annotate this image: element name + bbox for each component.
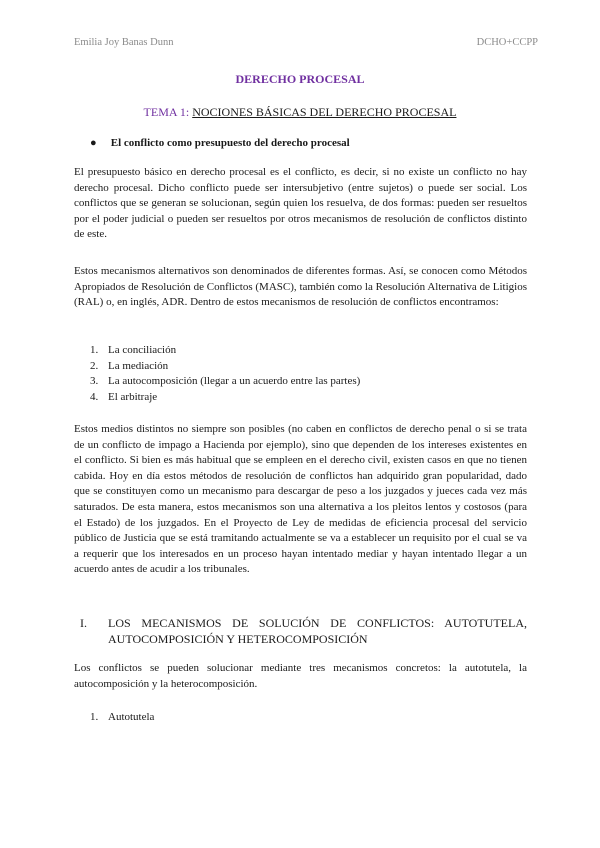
header-course: DCHO+CCPP bbox=[476, 37, 538, 48]
list-item: 3. La autocomposición (llegar a un acuerdo entre las partes) bbox=[90, 375, 361, 388]
header-author: Emilia Joy Banas Dunn bbox=[74, 37, 174, 48]
bullet-heading bbox=[90, 137, 350, 149]
subsection-list bbox=[90, 710, 154, 726]
list-item: 4. El arbitraje bbox=[90, 390, 158, 403]
bullet-icon: ● bbox=[90, 137, 97, 149]
paragraph-4: Los conflictos se pueden solucionar mediante tres mecanismos concretos: la autotutela, la autocomposición y la heterocomposición. bbox=[74, 662, 527, 690]
paragraph-1: El presupuesto básico en derecho procesal es el conflicto, es decir, si no existe un conflicto no hay derecho procesal. Dicho conflicto puede ser intersubjetivo (entre sujetos) o puede ser social. Los conflictos que se generan se solucionan, según quien los resuelva, de dos formas: pueden ser resueltos por el poder judicial o pueden ser resueltos por otros mecanismos de resolución de conflictos distinto de este. bbox=[74, 166, 527, 241]
section-numeral: I. bbox=[80, 616, 87, 630]
paragraph-3: Estos medios distintos no siempre son posibles (no caben en conflictos de derecho penal o si se trata de un conflicto de impago a Hacienda por ejemplo), sino que dependen de los intereses existentes en el conflicto. Si bien es más habitual que se empleen en el derecho civil, existen casos en que no tienen cabida. Hoy en día estos métodos de resolución de conflictos han adquirido gran popularidad, dado que se constituyen como un mecanismo para descargar de peso a los juzgados y jueces cada vez más saturados. De esta manera, estos mecanismos son una alternativa a los pleitos lentos y costosos (para el Estado) de los juzgados. En el Proyecto de Ley de medidas de eficiencia procesal del servicio público de Justicia que se está tramitando actualmente se va a establecer un requisito por el cual se va a requerir que los interesados en un proceso hayan intentado mediar y hayan intentado llegar a un acuerdo antes de acudir a los tribunales. bbox=[74, 423, 527, 576]
bullet-heading-text: El conflicto como presupuesto del derecho procesal bbox=[110, 137, 350, 149]
mechanisms-list bbox=[90, 343, 360, 405]
section-heading bbox=[80, 615, 527, 647]
list-item: 1. Autotutela bbox=[90, 711, 155, 723]
topic-title: NOCIONES BÁSICAS DEL DERECHO PROCESAL bbox=[192, 105, 457, 119]
section-title: LOS MECANISMOS DE SOLUCIÓN DE CONFLICTOS: AUTOTUTELA, AUTOCOMPOSICIÓN Y HETEROCOMPOSICIÓN bbox=[108, 616, 527, 646]
topic-heading bbox=[0, 105, 600, 120]
paragraph-2: Estos mecanismos alternativos son denominados de diferentes formas. Así, se conocen como Métodos Apropiados de Resolución de Conflictos (MASC), también como la Resolución Alternativa de Litigios (RAL) o, en inglés, ADR. Dentro de estos mecanismos de resolución de conflictos encontramos: bbox=[74, 265, 527, 309]
list-item: 1. La conciliación bbox=[90, 344, 177, 356]
document-title: DERECHO PROCESAL bbox=[235, 72, 365, 86]
list-item: 2. La mediación bbox=[90, 359, 169, 372]
topic-number: TEMA 1: bbox=[143, 105, 190, 119]
